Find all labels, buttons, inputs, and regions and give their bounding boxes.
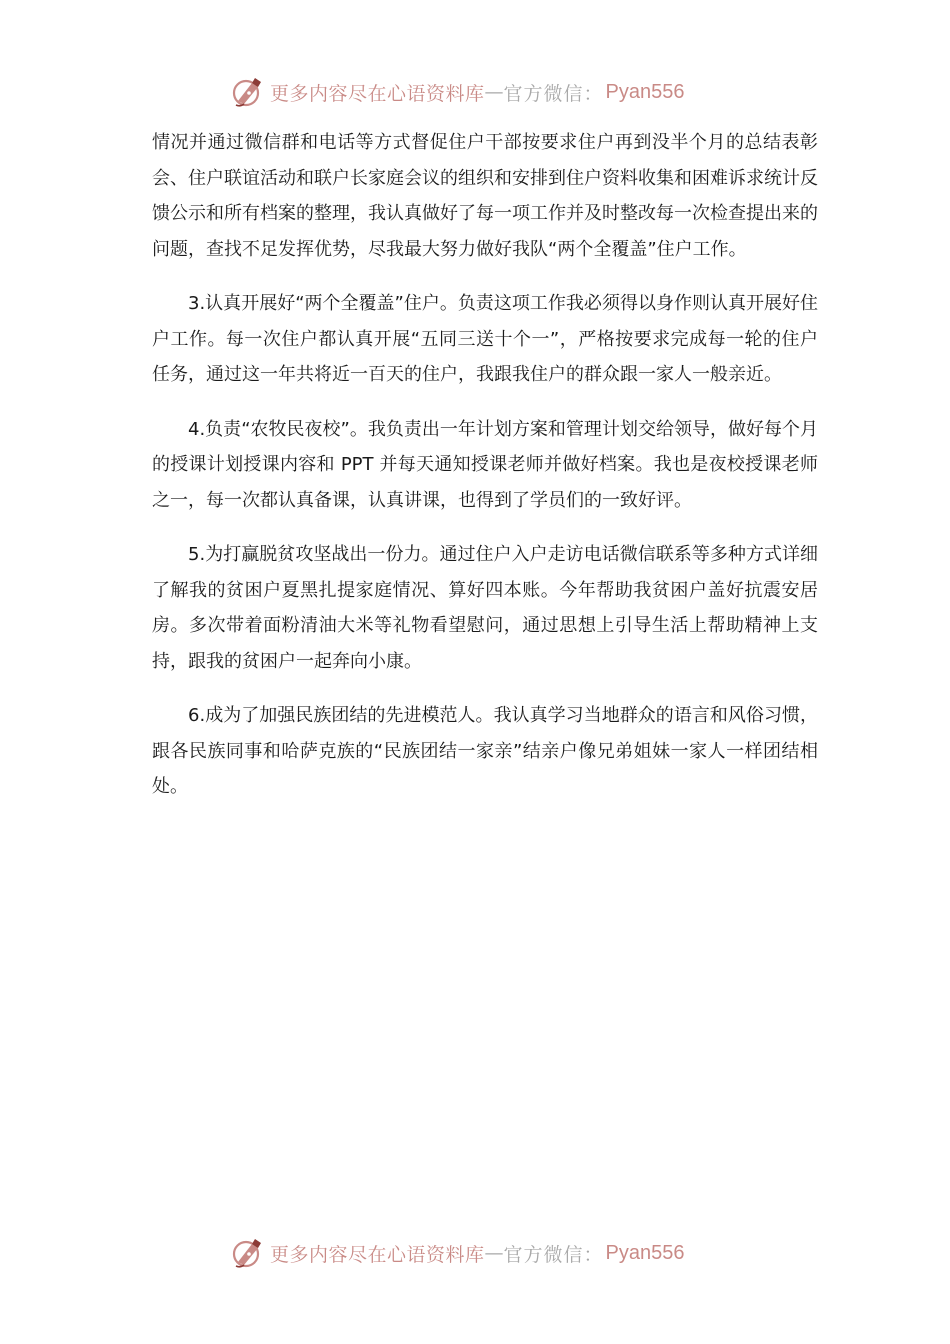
document-body <box>152 125 818 824</box>
paragraph-continued: 情况并通过微信群和电话等方式督促住户干部按要求住户再到没半个月的总结表彰会、住户联谊活动和联户长家庭会议的组织和安排到住户资料收集和困难诉求统计反馈公示和所有档案的整理，我认真做好了每一项工作并及时整改每一次检查提出来的问题，查找不足发挥优势，尽我最大努力做好我队“两个全覆盖”住户工作。 <box>152 132 818 260</box>
footer-banner <box>230 1233 730 1273</box>
pen-nib-logo-icon <box>230 74 266 110</box>
footer-separator: — <box>484 1242 504 1264</box>
paragraph-item-6: 6.成为了加强民族团结的先进模范人。我认真学习当地群众的语言和风俗习惯，跟各民族同事和哈萨克族的“民族团结一家亲”结亲户像兄弟姐妹一家人一样团结相处。 <box>152 705 818 797</box>
paragraph-item-5: 5.为打赢脱贫攻坚战出一份力。通过住户入户走访电话微信联系等多种方式详细了解我的贫困户夏黑扎提家庭情况、算好四本账。今年帮助我贫困户盖好抗震安居房。多次带着面粉清油大米等礼物看望慰问，通过思想上引导生活上帮助精神上支持，跟我的贫困户一起奔向小康。 <box>152 544 818 672</box>
paragraph-item-3: 3.认真开展好“两个全覆盖”住户。负责这项工作我必须得以身作则认真开展好住户工作。每一次住户都认真开展“五同三送十个一”，严格按要求完成每一轮的住户任务，通过这一年共将近一百天的住户，我跟我住户的群众跟一家人一般亲近。 <box>152 293 818 385</box>
paragraph-item-4: 4.负责“农牧民夜校”。我负责出一年计划方案和管理计划交给领导，做好每个月的授课计划授课内容和 PPT 并每天通知授课老师并做好档案。我也是夜校授课老师之一，每一次都认真备课，认真讲课，也得到了学员们的一致好评。 <box>152 418 818 511</box>
pen-nib-logo-icon <box>230 1235 266 1271</box>
footer-slogan: 更多内容尽在心语资料库 <box>270 1243 485 1266</box>
header-wechat-account: Pyan556 <box>605 80 685 103</box>
header-wechat-label: 官方微信： <box>503 82 604 105</box>
footer-wechat-account: Pyan556 <box>605 1241 685 1264</box>
footer-wechat-label: 官方微信： <box>503 1243 604 1266</box>
header-separator: — <box>484 81 504 103</box>
header-slogan: 更多内容尽在心语资料库 <box>270 82 485 105</box>
header-banner <box>230 72 730 112</box>
